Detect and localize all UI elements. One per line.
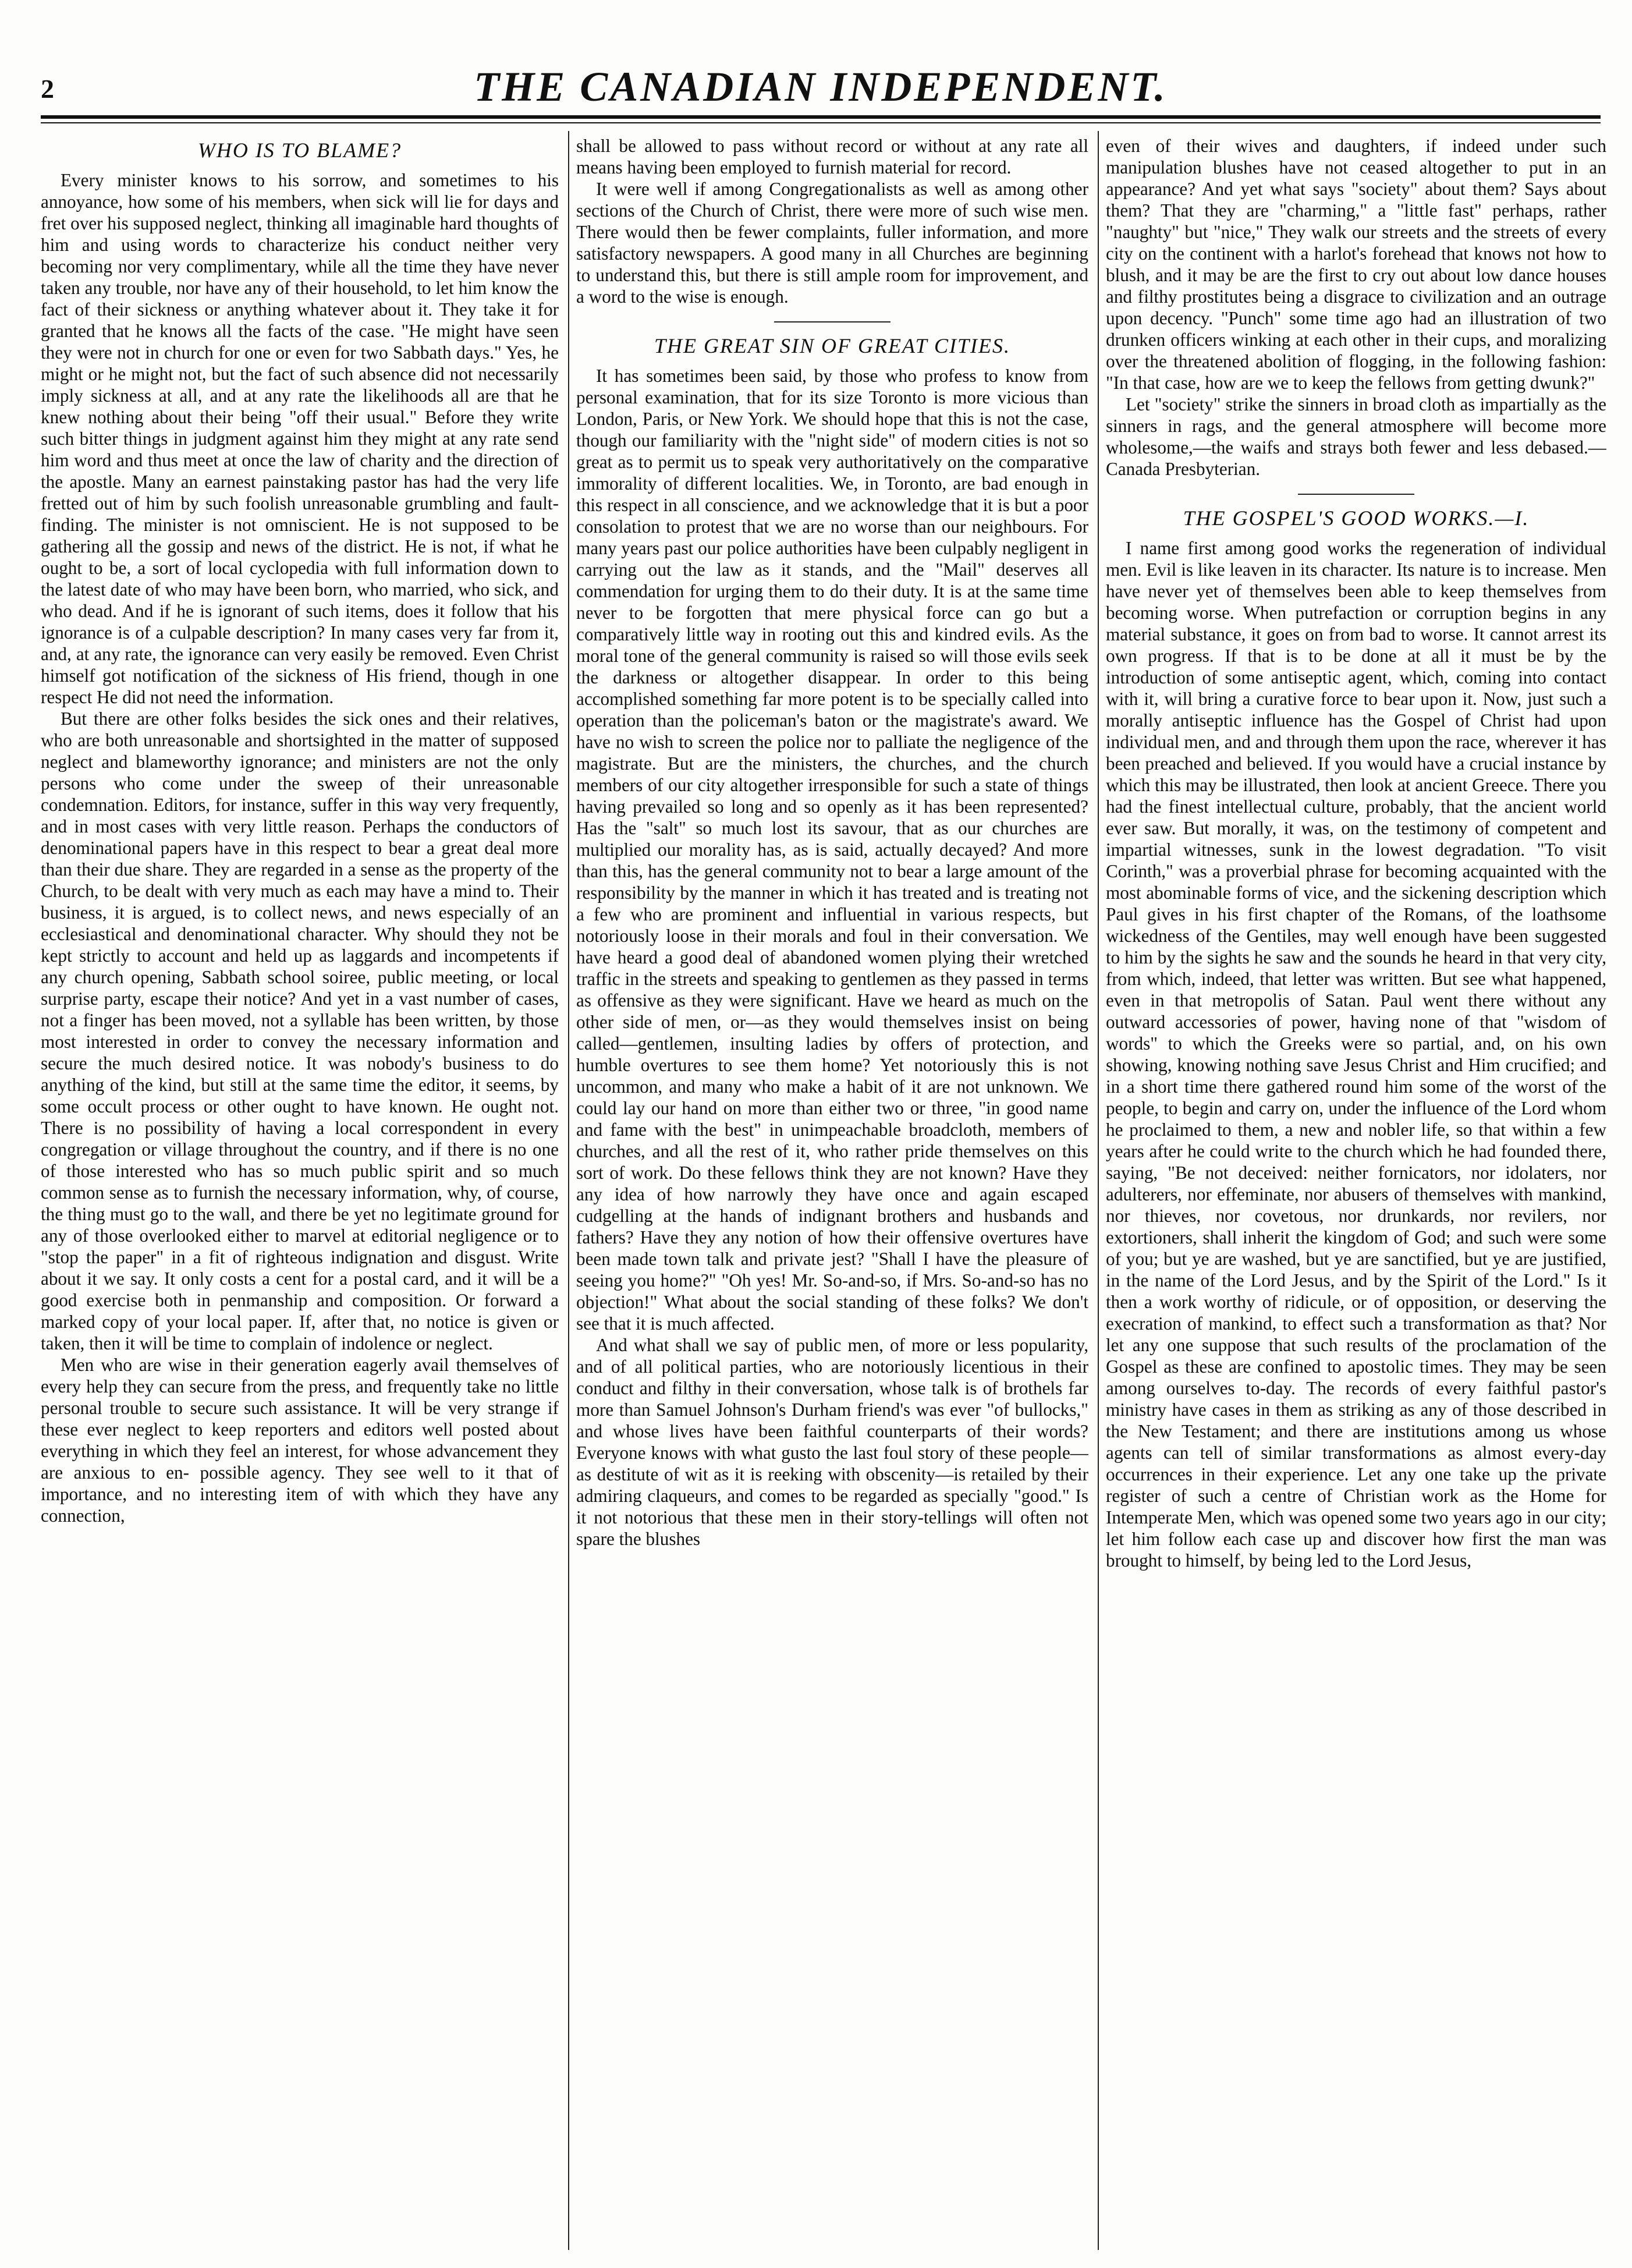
article-paragraph: Every minister knows to his sorrow, and sometimes to his annoyance, how some of his members, when sick will lie for days and fret over his supposed neglect, thinking all imaginable hard thoughts of him and using words to characterize his conduct neither very becoming nor very complimentary, while all the time they have never taken any trouble, nor have any of their household, to let him know the fact of their sickness or anything whatever about it. They take it for granted that he knows all the facts of the case. "He might have seen they were not in church for one or even for two Sabbath days." Yes, he might or he might not, but the fact of such absence did not necessarily imply sickness at all, and at any rate the likelihoods all are that he knew nothing about their being "off their usual." Before they write such bitter things in judgment against him they might at any rate send him word and thus meet at once the law of charity and the direction of the apostle. Many an earnest painstaking pastor has had the very life fretted out of him by such foolish unreasonable grumbling and fault-finding. The minister is not omniscient. He is not supposed to be gathering all the gossip and news of the district. He is not, if what he ought to be, a sort of local cyclopedia with full information down to the latest date of who may have been born, who married, who sick, and who dead. And if he is ignorant of such items, does it follow that his ignorance is of a culpable description? In many cases very far from it, and, at any rate, the ignorance can very easily be removed. Even Christ himself got notification of the sickness of His friend, though in one respect He did not need the information. bbox=[41, 170, 559, 707]
article-paragraph: And what shall we say of public men, of more or less popularity, and of all political parties, who are notoriously licentious in their conduct and filthy in their conversation, whose talk is of brothels far more than Samuel Johnson's Durham friend's was ever "of bullocks," and whose lives have been faithful counterparts of their words? Everyone knows with what gusto the last foul story of these people—as destitute of wit as it is reeking with obscenity—is retailed by their admiring claqueurs, and comes to be regarded as specially "good." Is it not notorious that these men in their story-tellings will often not spare the blushes bbox=[576, 1335, 1088, 1549]
article-paragraph: even of their wives and daughters, if indeed under such manipulation blushes have not ceased altogether to put in an appearance? And yet what says "society" about them? Says about them? That they are "charming," a "little fast" perhaps, rather "naughty" but "nice," They walk our streets and the streets of every city on the continent with a harlot's forehead that knows not how to blush, and it may be are the first to cry out about low dance houses and filthy prostitutes being a disgrace to civilization and an outrage upon decency. "Punch" some time ago had an illustration of two drunken officers winking at each other in their cups, and moralizing over the threatened abolition of flogging, in the following fashion: "In that case, how are we to keep the fellows from getting dwunk?" bbox=[1106, 136, 1606, 393]
article-paragraph: It were well if among Congregationalists as well as among other sections of the Church of Christ, there were more of such wise men. There would then be fewer complaints, fuller information, and more satisfactory newspapers. A good many in all Churches are beginning to understand this, but there is still ample room for improvement, and a word to the wise is enough. bbox=[576, 179, 1088, 307]
article-paragraph: It has sometimes been said, by those who profess to know from personal examination, that for its size Toronto is more vicious than London, Paris, or New York. We should hope that this is not the case, though our familiarity with the "night side" of modern cities is not so great as to permit us to speak very authoritatively on the comparative immorality of different localities. We, in Toronto, are bad enough in this respect in all conscience, and we acknowledge that it is but a poor consolation to protest that we are no worse than our neighbours. For many years past our police authorities have been culpably negligent in carrying out the law as it stands, and the "Mail" deserves all commendation for urging them to do their duty. It is at the same time never to be forgotten that mere physical force can go but a comparatively little way in rooting out this and kindred evils. As the moral tone of the general community is raised so will those evils seek the darkness or altogether disappear. In order to this being accomplished something far more potent is to be specially called into operation than the policeman's baton or the magistrate's award. We have no wish to screen the police nor to palliate the negligence of the magistrate. But are the ministers, the churches, and the church members of our city altogether irresponsible for such a state of things having prevailed so long and so openly as it has been represented? Has the "salt" so much lost its savour, that as our churches are multiplied our morality has, as is said, actually decayed? And more than this, has the general community not to bear a large amount of the responsibility by the manner in which it has treated and is treating not a few who are prominent and influential in various respects, but notoriously loose in their morals and foul in their conversation. We have heard a good deal of abandoned women plying their wretched traffic in the streets and speaking to gentlemen as they passed in terms as offensive as they were significant. Have we heard as much on the other side of men, or—as they would themselves insist on being called—gentlemen, insulting ladies by offers of protection, and humble overtures to see them home? Yet notoriously this is not uncommon, and many who make a habit of it are not unknown. We could lay our hand on more than either two or three, "in good name and fame with the best" in unimpeachable broadcloth, members of churches, and all the rest of it, who rather pride themselves on this sort of work. Do these fellows think they are not known? Have they any idea of how narrowly they have once and again escaped cudgelling at the hands of indignant brothers and husbands and fathers? Have they any notion of how their offensive overtures have been made town talk and private jest? "Shall I have the pleasure of seeing you home?" "Oh yes! Mr. So-and-so, if Mrs. So-and-so has no objection!" What about the social standing of these folks? We don't see that it is much affected. bbox=[576, 366, 1088, 1334]
article-paragraph: shall be allowed to pass without record or without at any rate all means having been employed to furnish material for record. bbox=[576, 136, 1088, 178]
header-rule bbox=[41, 115, 1601, 119]
article-paragraph: I name first among good works the regeneration of individual men. Evil is like leaven in its character. Its nature is to increase. Men have never yet of themselves been able to keep themselves from becoming worse. When putrefaction or corruption begins in any material substance, it goes on from bad to worse. It cannot arrest its own progress. If that is to be done at all it must be by the introduction of some antiseptic agent, which, coming into contact with it, will bring a curative force to bear upon it. Now, just such a morally antiseptic influence has the Gospel of Christ had upon individual men, and and through them upon the race, wherever it has been preached and believed. If you would have a crucial instance by which this may be illustrated, then look at ancient Greece. There you had the finest intellectual culture, probably, that the ancient world ever saw. But morally, it was, on the testimony of competent and impartial witnesses, sunk in the lowest degradation. "To visit Corinth," was a proverbial phrase for becoming acquainted with the most abominable forms of vice, and the sickening description which Paul gives in his first chapter of the Romans, of the loathsome wickedness of the Gentiles, may well enough have been suggested to him by the sights he saw and the sounds he heard in that very city, from which, indeed, that letter was written. But see what happened, even in that metropolis of Satan. Paul went there without any outward accessories of power, having none of that "wisdom of words" to which the Greeks were so partial, and, on his own showing, knowing nothing save Jesus Christ and Him crucified; and in a short time there gathered round him some of the worst of the people, to begin and carry on, under the influence of the Lord whom he proclaimed to them, a new and nobler life, so that within a few years after he could write to the church which he had founded there, saying, "Be not deceived: neither fornicators, nor idolaters, nor adulterers, nor effeminate, nor abusers of themselves with mankind, nor thieves, nor covetous, nor drunkards, nor revilers, nor extortioners, shall inherit the kingdom of God; and such were some of you; but ye are washed, but ye are sanctified, but ye are justified, in the name of the Lord Jesus, and by the Spirit of the Lord." Is it then a work worthy of ridicule, or of opposition, or deserving the execration of mankind, to effect such a transformation as that? Nor let any one suppose that such results of the proclamation of the Gospel as these are confined to apostolic times. They may be seen among ourselves to-day. The records of every faithful pastor's ministry have cases in them as striking as any of those described in the New Testament; and there are institutions among us whose agents can tell of similar transformations as almost every-day occurrences in their experience. Let any one take up the private register of such a centre of Christian work as the Home for Intemperate Men, which was opened some two years ago in our city; let him follow each case up and discover how first the man was brought to himself, by being led to the Lord Jesus, bbox=[1106, 538, 1606, 1571]
column-divider bbox=[1098, 131, 1099, 2250]
article-paragraph: Men who are wise in their generation eagerly avail themselves of every help they can secure from the press, and frequently take no little personal trouble to secure such assistance. It will be very strange if these ever neglect to keep reporters and editors well posted about everything in which they feel an interest, for whose advancement they are anxious to en- possible agency. They see well to it that of importance, and no interesting item of with which they have any connection, bbox=[41, 1355, 559, 1526]
newspaper-title: THE CANADIAN INDEPENDENT. bbox=[474, 63, 1168, 110]
page-number: 2 bbox=[41, 74, 54, 104]
article-paragraph: Let "society" strike the sinners in broad cloth as impartially as the sinners in rags, and the general atmosphere will become more wholesome,—the waifs and strays both fewer and less debased.—Canada Presbyterian. bbox=[1106, 394, 1606, 479]
article-paragraph: But there are other folks besides the sick ones and their relatives, who are both unreasonable and shortsighted in the matter of supposed neglect and blameworthy ignorance; and ministers are not the only persons who come under the sweep of their unreasonable condemnation. Editors, for instance, suffer in this way very frequently, and in most cases with very little reason. Perhaps the conductors of denominational papers have in this respect to bear a great deal more than their due share. They are regarded in a sense as the property of the Church, to be dealt with very much as each may have a mind to. Their business, it is argued, is to collect news, and news especially of an ecclesiastical and denominational character. Why should they not be kept strictly to account and held up as laggards and incompetents if any church opening, Sabbath school soiree, public meeting, or local surprise party, escape their notice? And yet in a vast number of cases, not a finger has been moved, not a syllable has been written, by those most interested in order to convey the necessary information and secure the much desired notice. It was nobody's business to do anything of the kind, but still at the same time the editor, it seems, by some occult process or other ought to have known. He ought not. There is no possibility of having a local correspondent in every congregation or village throughout the country, and if there is no one of those interested who has so much public spirit and so much common sense as to furnish the necessary information, why, of course, the thing must go to the wall, and there be yet no legitimate ground for any of those overlooked either to marvel at editorial negligence or to "stop the paper" in a fit of righteous indignation and disgust. Write about it we say. It only costs a cent for a postal card, and it will be a good exercise both in penmanship and composition. Or forward a marked copy of your local paper. If, after that, no notice is given or taken, then it will be time to complain of indolence or neglect. bbox=[41, 708, 559, 1353]
article-heading: THE GOSPEL'S GOOD WORKS.—I. bbox=[1183, 506, 1530, 530]
article-separator bbox=[774, 321, 890, 323]
column-1 bbox=[41, 135, 559, 2231]
masthead bbox=[41, 63, 1601, 109]
article-separator bbox=[1298, 494, 1414, 495]
column-divider bbox=[568, 131, 569, 2250]
article-heading: WHO IS TO BLAME? bbox=[197, 139, 402, 162]
column-3 bbox=[1106, 135, 1606, 2231]
article-heading: THE GREAT SIN OF GREAT CITIES. bbox=[654, 334, 1010, 357]
column-2 bbox=[576, 135, 1088, 2231]
header-rule-thin bbox=[41, 122, 1601, 123]
